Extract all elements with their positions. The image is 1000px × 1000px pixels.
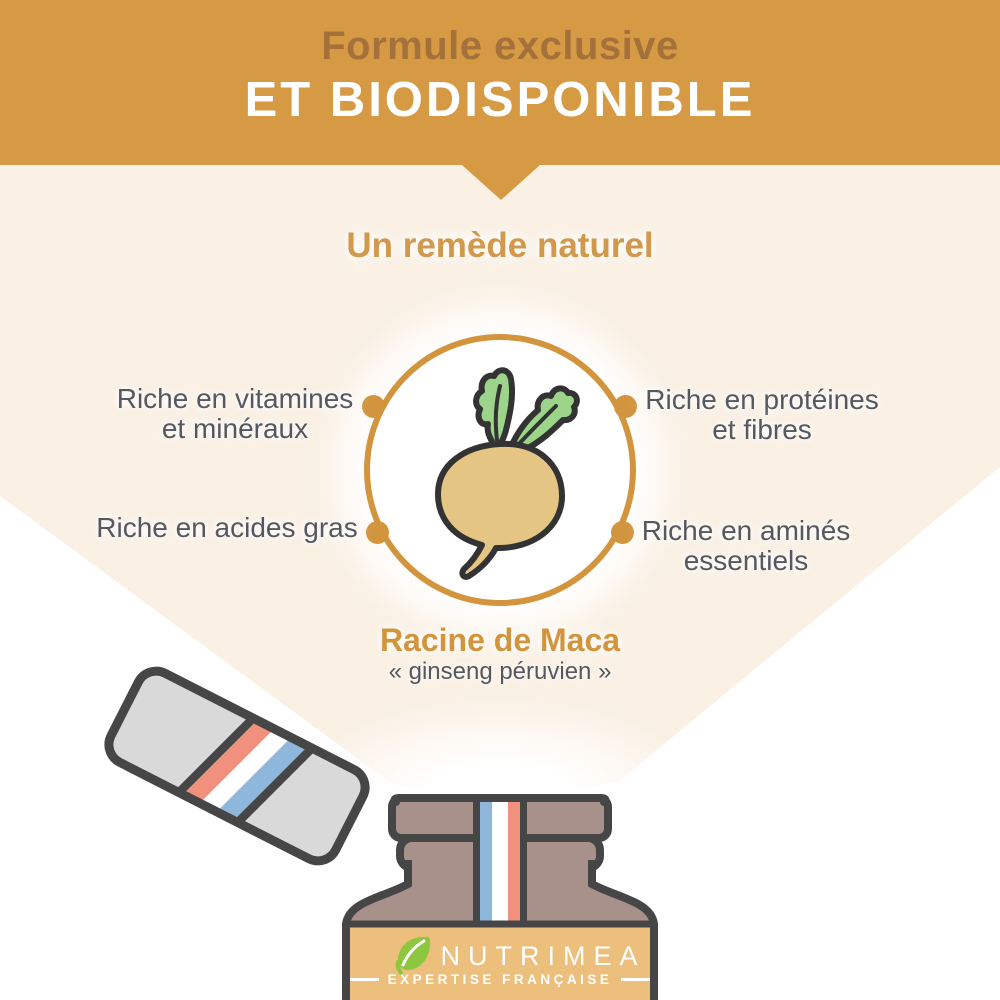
maca-title: Racine de Maca — [379, 622, 621, 658]
banner-arrow-down — [462, 165, 540, 200]
tagline-dash-right — [621, 978, 650, 981]
leaf-icon — [395, 935, 433, 977]
benefit-line: Riche en acides gras — [96, 512, 358, 543]
maca-subtitle: « ginseng péruvien » — [388, 658, 612, 685]
french-flag-stripe — [473, 794, 527, 924]
benefit-amines-essentiels — [586, 516, 906, 576]
banner-subtitle: Formule exclusive — [321, 24, 679, 68]
benefit-line: Riche en protéines — [645, 384, 879, 415]
maca-root-icon — [400, 352, 600, 582]
benefit-proteines-fibres — [602, 385, 922, 445]
brand-name: NUTRIMEA — [440, 940, 646, 971]
benefit-vitamines-mineraux — [75, 384, 395, 444]
section-heading: Un remède naturel — [346, 226, 654, 265]
brand-tagline — [350, 972, 650, 987]
benefit-line: et minéraux — [161, 413, 309, 444]
benefit-line: Riche en aminés — [641, 515, 851, 546]
tagline-text: EXPERTISE FRANÇAISE — [387, 972, 613, 987]
benefit-line: essentiels — [683, 545, 809, 576]
banner-title: ET BIODISPONIBLE — [244, 73, 756, 127]
benefit-line: Riche en vitamines — [116, 383, 354, 414]
tagline-dash-left — [350, 978, 379, 981]
benefit-line: et fibres — [712, 414, 812, 445]
benefit-acides-gras — [67, 513, 387, 543]
